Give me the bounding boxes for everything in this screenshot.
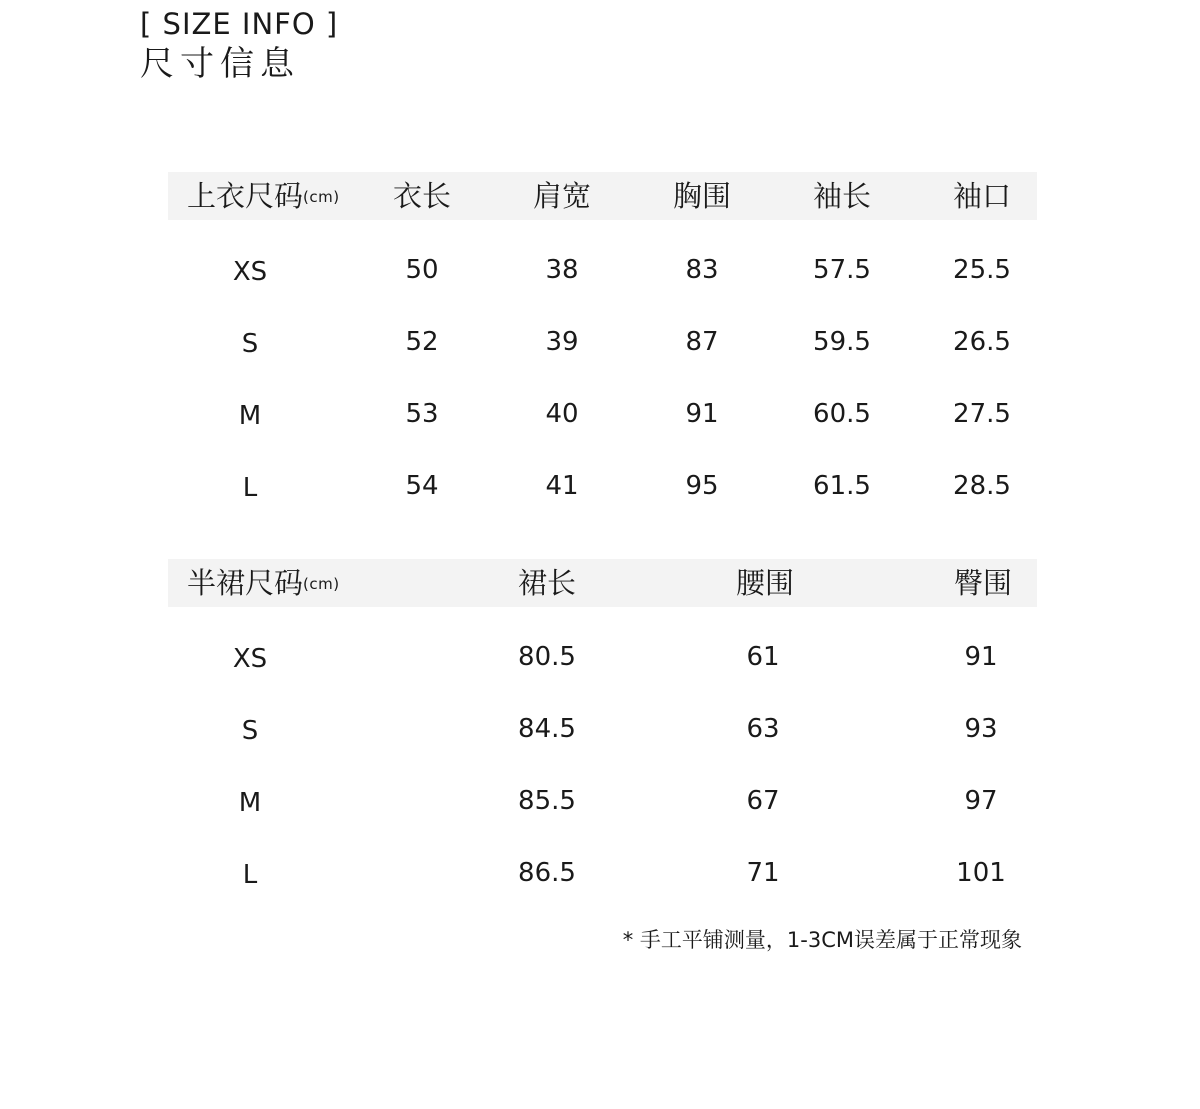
top-cell: 28.5 xyxy=(953,471,1011,501)
skirt-header-length: 裙长 xyxy=(517,566,577,600)
skirt-row-size: M xyxy=(238,788,262,818)
skirt-cell: 93 xyxy=(964,714,998,744)
skirt-header-hip: 臀围 xyxy=(953,566,1013,600)
top-cell: 83 xyxy=(685,255,719,285)
top-table-label-text: 上衣尺码 xyxy=(187,179,304,213)
top-row-size: M xyxy=(238,401,262,431)
skirt-cell: 63 xyxy=(746,714,780,744)
top-header-length: 衣长 xyxy=(392,179,452,213)
top-cell: 60.5 xyxy=(813,399,871,429)
skirt-cell: 71 xyxy=(746,858,780,888)
top-row-size: S xyxy=(241,329,259,359)
skirt-table-size-label xyxy=(187,559,340,608)
top-cell: 87 xyxy=(685,327,719,357)
skirt-table-unit: (cm) xyxy=(303,575,340,593)
top-cell: 38 xyxy=(545,255,579,285)
skirt-cell: 97 xyxy=(964,786,998,816)
skirt-cell: 85.5 xyxy=(518,786,576,816)
top-cell: 53 xyxy=(405,399,439,429)
top-cell: 40 xyxy=(545,399,579,429)
skirt-cell: 84.5 xyxy=(518,714,576,744)
top-cell: 50 xyxy=(405,255,439,285)
skirt-cell: 67 xyxy=(746,786,780,816)
skirt-table-label-text: 半裙尺码 xyxy=(187,566,304,600)
top-table-unit: (cm) xyxy=(303,188,340,206)
measurement-note: * 手工平铺测量，1-3CM误差属于正常现象 xyxy=(622,928,1022,952)
top-header-shoulder: 肩宽 xyxy=(532,179,592,213)
skirt-header-waist: 腰围 xyxy=(735,566,795,600)
skirt-cell: 101 xyxy=(956,858,1006,888)
top-cell: 61.5 xyxy=(813,471,871,501)
skirt-cell: 80.5 xyxy=(518,642,576,672)
skirt-cell: 91 xyxy=(964,642,998,672)
top-cell: 95 xyxy=(685,471,719,501)
top-cell: 54 xyxy=(405,471,439,501)
top-cell: 52 xyxy=(405,327,439,357)
size-info-title-en: [ SIZE INFO ] xyxy=(140,7,339,41)
skirt-row-size: S xyxy=(241,716,259,746)
top-cell: 91 xyxy=(685,399,719,429)
top-cell: 41 xyxy=(545,471,579,501)
size-info-title-zh: 尺寸信息 xyxy=(140,44,300,84)
skirt-row-size: XS xyxy=(232,644,268,674)
top-cell: 26.5 xyxy=(953,327,1011,357)
top-cell: 27.5 xyxy=(953,399,1011,429)
top-cell: 39 xyxy=(545,327,579,357)
top-header-sleeve-length: 袖长 xyxy=(812,179,872,213)
top-cell: 59.5 xyxy=(813,327,871,357)
top-header-chest: 胸围 xyxy=(672,179,732,213)
top-table-size-label xyxy=(187,172,340,221)
top-header-cuff: 袖口 xyxy=(952,179,1012,213)
skirt-row-size: L xyxy=(242,860,258,890)
skirt-cell: 61 xyxy=(746,642,780,672)
top-row-size: L xyxy=(242,473,258,503)
top-row-size: XS xyxy=(232,257,268,287)
top-cell: 57.5 xyxy=(813,255,871,285)
top-cell: 25.5 xyxy=(953,255,1011,285)
skirt-cell: 86.5 xyxy=(518,858,576,888)
